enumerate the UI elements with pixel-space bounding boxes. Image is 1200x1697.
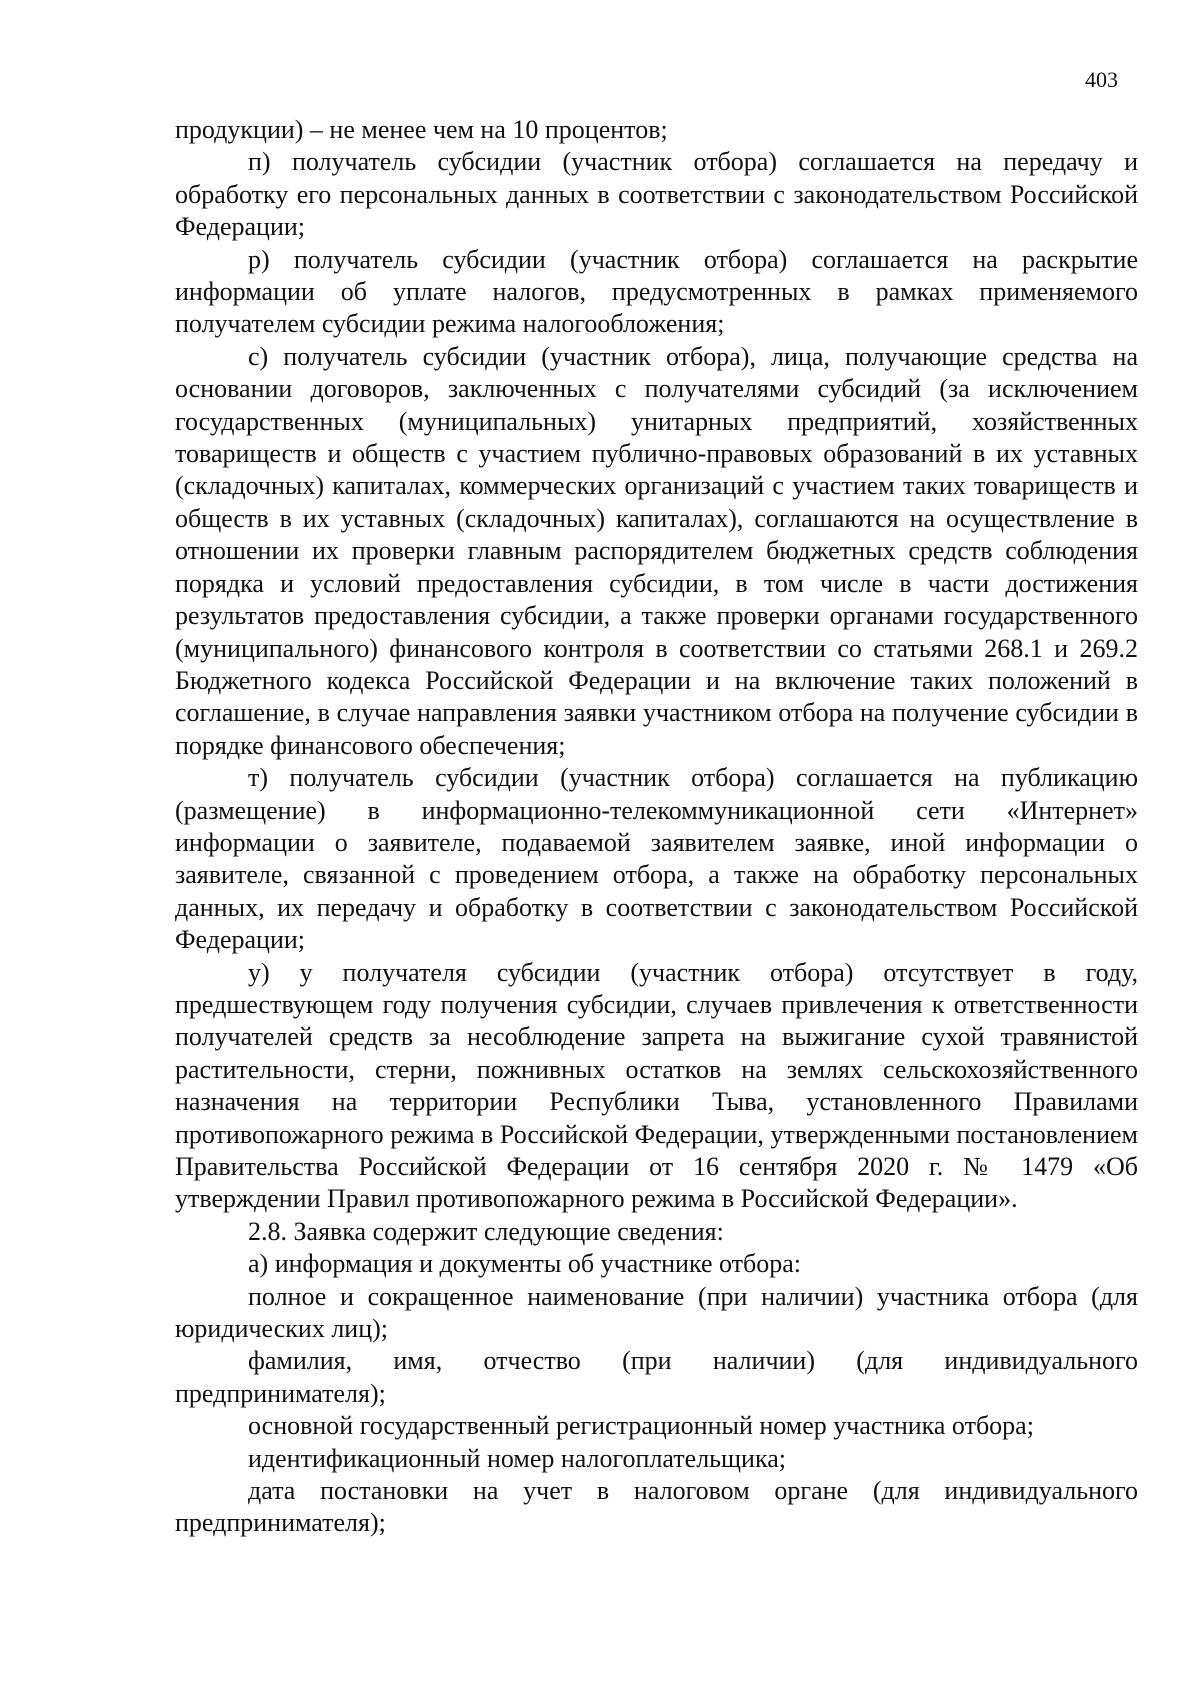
paragraph-item-s: с) получатель субсидии (участник отбора), лица, получающие средства на основании договоров, заключенных с получателями субсидий (за исключением государственных (муниципальных) унитарных предприятий, хозяйственных товариществ и обществ с участием публично-правовых образований в их уставных (складочных) капиталах, коммерческих организаций с участием таких товариществ и обществ в их уставных (складочных) капиталах), соглашаются на осуществление в отношении их проверки главным распорядителем бюджетных средств соблюдения порядка и условий предоставления субсидии, в том числе в части достижения результатов предоставления субсидии, а также проверки органами государственного (муниципального) финансового контроля в соответствии со статьями 268.1 и 269.2 Бюджетного кодекса Российской Федерации и на включение таких положений в соглашение, в случае направления заявки участником отбора на получение субсидии в порядке финансового обеспечения; [175, 341, 1138, 760]
page-number: 403 [1085, 67, 1118, 92]
paragraph-ogrn: основной государственный регистрационный номер участника отбора; [248, 1411, 1034, 1441]
paragraph-continuation: продукции) – не менее чем на 10 процентов; [175, 115, 668, 144]
paragraph-item-u: у) у получателя субсидии (участник отбора) отсутствует в году, предшествующем году получения субсидии, случаев привлечения к ответственности получателей средств за несоблюдение запрета на выжигание сухой травянистой растительности, стерни, пожнивных остатков на землях сельскохозяйственного назначения на территории Республики Тыва, установленного Правилами противопожарного режима в Российской Федерации, утвержденными постановлением Правительства Российской Федерации от 16 сентября 2020 г. № 1479 «Об утверждении Правил противопожарного режима в Российской Федерации». [175, 957, 1138, 1214]
paragraph-inn: идентификационный номер налогоплательщика; [248, 1443, 786, 1473]
section-2-8-heading: 2.8. Заявка содержит следующие сведения: [248, 1216, 724, 1246]
paragraph-item-r: р) получатель субсидии (участник отбора) соглашается на раскрытие информации об уплате налогов, предусмотренных в рамках применяемого получателем субсидии режима налогообложения; [175, 244, 1138, 339]
paragraph-person-name: фамилия, имя, отчество (при наличии) (для индивидуального предпринимателя); [175, 1346, 1138, 1408]
paragraph-full-name: полное и сокращенное наименование (при наличии) участника отбора (для юридических лиц); [175, 1281, 1138, 1344]
paragraph-item-p: п) получатель субсидии (участник отбора) соглашается на передачу и обработку его персональных данных в соответствии с законодательством Российской Федерации; [175, 147, 1138, 242]
paragraph-tax-registration-date: дата постановки на учет в налоговом органе (для индивидуального предпринимателя); [175, 1476, 1138, 1538]
document-body [175, 114, 1138, 1540]
paragraph-item-a: а) информация и документы об участнике отбора: [248, 1249, 801, 1279]
paragraph-item-t: т) получатель субсидии (участник отбора) соглашается на публикацию (размещение) в информационно-телекоммуникационной сети «Интернет» информации о заявителе, подаваемой заявителем заявке, иной информации о заявителе, связанной с проведением отбора, а также на обработку персональных данных, их передачу и обработку в соответствии с законодательством Российской Федерации; [175, 763, 1138, 955]
